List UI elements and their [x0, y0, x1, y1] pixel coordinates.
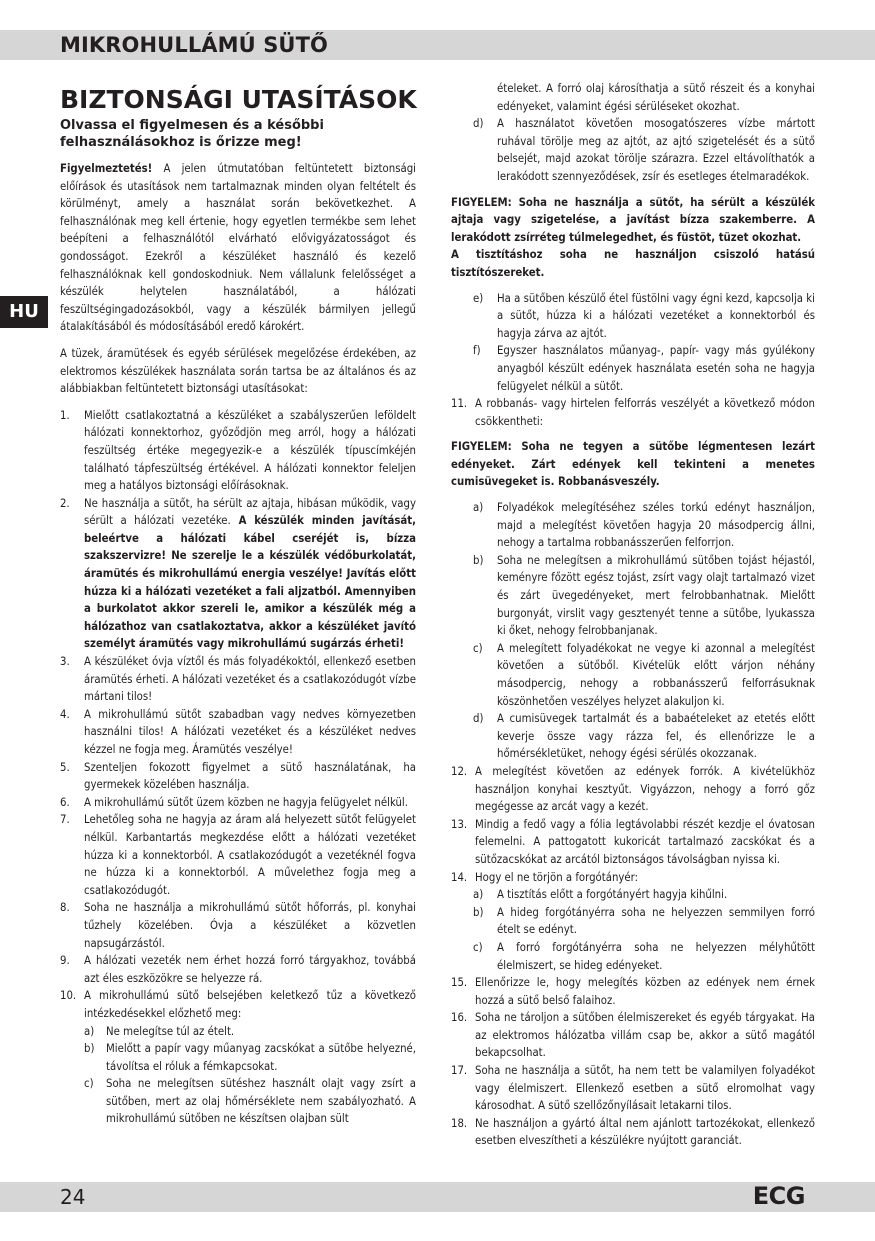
list-item: 10. A mikrohullámú sütő belsejében keletkező tűz a következő intézkedésekkel előzhető meg: — [60, 989, 416, 1020]
section-title: BIZTONSÁGI UTASÍTÁSOK — [60, 85, 417, 114]
sub-list-item: a) Folyadékok melegítéséhez széles torkú edényt használjon, majd a melegítést követően hagyja 20 másodpercig állni, nehogy a tartalma robbanásszerűen felforrjon. — [473, 501, 815, 550]
sub-list-item: d) A cumisüvegek tartalmát és a babaételeket az etetés előtt keverje össze vagy rázza fel, és ellenőrizze le a hőmérsékletüket, nehogy égési sérülés okozzanak. — [473, 712, 815, 761]
warning-label: Figyelmeztetés! — [60, 162, 153, 175]
sub-list-item: c) Soha ne melegítsen sütéshez használt olajt vagy zsírt a sütőben, mert az olaj hőmérséklete nem szabályozható. A mikrohullámú sütőben ne készítsen olajban sült — [84, 1077, 416, 1126]
warning-text: A jelen útmutatóban feltüntetett biztonsági előírások és utasítások nem tartalmaznak minden olyan feltételt és körülményt, amely a használat során bekövetkezhet. A felhasználónak meg kell értenie, hogy egyetlen termékbe sem lehet beépíteni a felhasználótól elvárható elővigyázatosságot és gondosságot. Ezekről a készüléket használó és kezelő felhasználóknak kell gondoskodniuk. Nem vállalunk felelősséget a készülék helytelen használatából, a hálózati feszültségingadozásokból, vagy a készülék bármilyen jellegű átalakításából és módosításából eredő károkért. — [60, 162, 416, 334]
language-tab: HU — [0, 296, 48, 328]
list-item: 18. Ne használjon a gyártó által nem ajánlott tartozékokat, ellenkező esetben elveszítheti a készülékre nyújtott garanciát. — [451, 1116, 815, 1148]
list-item: 13. Mindig a fedő vagy a fólia legtávolabbi részét kezdje el óvatosan felemelni. A pattogatott kukoricát tartalmazó zacskókat és a sütőzacskókat az arcától biztonságos távolságban nyissa ki. — [451, 817, 815, 866]
list-item: 7. Lehetőleg soha ne hagyja az áram alá helyezett sütőt felügyelet nélkül. Karbantartás megkezdése előtt a hálózati vezetéket húzza ki a konnektorból. A csatlakozódugót a vezetéknél fogva ne húzza ki a konnektorból. A művelethez fogja meg a csatlakozódugót. — [60, 813, 416, 897]
list-item: 12. A melegítést követően az edények forrók. A kivételükhöz használjon konyhai kesztyűt. Vigyázzon, nehogy a forró gőz megégesse az arcát vagy a kezét. — [451, 764, 815, 814]
sub-list-item: e) Ha a sütőben készülő étel füstölni vagy égni kezd, kapcsolja ki a sütőt, húzza ki a hálózati vezetéket a konnektorból és hagyja zárva az ajtót. — [473, 291, 815, 340]
list-item: 6. A mikrohullámú sütőt üzem közben ne hagyja felügyelet nélkül. — [60, 795, 408, 809]
list-item: 17. Soha ne használja a sütőt, ha nem tett be valamilyen folyadékot vagy élelmiszert. Ellenkező esetben a sütő elromolhat vagy károsodhat. A sütő szellőzőnyílásait letakarni tilos. — [451, 1064, 815, 1113]
brand-logo: ECG — [752, 1182, 805, 1210]
list-item: 1. Mielőtt csatlakoztatná a készüléket a szabályszerűen leföldelt hálózati konnektorhoz, győződjön meg arról, hogy a hálózati feszültség értéke megegyezik-e a készülék típuscímkéjén található tápfeszültség értékével. A hálózati konnektor feleljen meg a hatályos biztonsági előírásoknak. — [60, 408, 416, 493]
caution-notice: FIGYELEM: Soha ne használja a sütőt, ha sérült a készülék ajtaja vagy szigetelése, a javítást bízza szakemberre. A lerakódott zsírréteg túlmelegedhet, és füstöt, tüzet okozhat. A tisztításhoz soha ne használjon csiszoló hatású tisztítószereket. — [451, 195, 815, 279]
list-item: 4. A mikrohullámú sütőt szabadban vagy nedves környezetben használni tilos! A hálózati vezetéket és a készüléket nedves kézzel ne fogja meg. Áramütés veszélye! — [60, 707, 416, 756]
sub-list-item: b) Mielőtt a papír vagy műanyag zacskókat a sütőbe helyezné, távolítsa el róluk a fémkapcsokat. — [84, 1042, 416, 1073]
document-title: MIKROHULLÁMÚ SÜTŐ — [60, 33, 328, 57]
intro-paragraph: A tüzek, áramütések és egyéb sérülések megelőzése érdekében, az elektromos készülékek használata során tartsa be az általános és az alábbiakban feltüntetett biztonsági utasításokat: — [60, 346, 416, 396]
right-column — [451, 80, 815, 1150]
sub-list-item: b) Soha ne melegítsen a mikrohullámú sütőben tojást héjastól, keményre főzött egész tojást, zsírt vagy olajt tartalmazó vizet és zárt üvegedényeket, mert felrobbanhatnak. Mielőtt burgonyát, virslit vagy gesztenyét tenne a sütőbe, lyukassza ki őket, nehogy felrobbanjanak. — [473, 553, 815, 638]
list-item: 8. Soha ne használja a mikrohullámú sütőt hőforrás, pl. konyhai tűzhely közelében. Óvja a készüléket a közvetlen napsugárzástól. — [60, 901, 416, 950]
warning-paragraph — [60, 160, 416, 336]
sub-list-item: d) A használatot követően mosogatószeres vízbe mártott ruhával törölje meg az ajtót, az ajtó szigetelését és a sütő belsejét, majd azokat törölje szárazra. Ezzel eltávolíthatók a lerakódott szennyeződések, zsír és esetleges ételmaradékok. — [473, 117, 815, 183]
list-item: 2. Ne használja a sütőt, ha sérült az ajtaja, hibásan működik, vagy sérült a hálózati vezetéke. A készülék minden javítását, beleértve a hálózati kábel cseréjét is, bízza szakszervizre! Ne szerelje le a készülék védőburkolatát, áramütés és mikrohullámú energia veszélye! Javítás előtt húzza ki a hálózati vezetéket a fali aljzatból. Amennyiben a burkolatot akkor szereli le, amikor a készülék még a hálózathoz van csatlakoztatva, akkor a készüléket javító személyt áramütés vagy mikrohullámú sugárzás érheti! — [60, 496, 416, 651]
list-item: 15. Ellenőrizze le, hogy melegítés közben az edények nem érnek hozzá a sütő belső falaihoz. — [451, 976, 815, 1007]
sub-list-item: c) A melegített folyadékokat ne vegye ki azonnal a melegítést követően a sütőből. Kivételük előtt várjon néhány másodpercig, nehogy a robbanásszerű felforrásuknak köszönhetően veszélyes helyzet alakuljon ki. — [473, 641, 815, 708]
header-bar — [0, 30, 875, 60]
list-item: 9. A hálózati vezeték nem érhet hozzá forró tárgyakhoz, továbbá azt éles eszközökre se helyezze rá. — [60, 954, 416, 985]
sub-list-item-continued: ételeket. A forró olaj károsíthatja a sütő részeit és a konyhai edényeket, valamint égési sérüléseket okozhat. — [497, 82, 815, 113]
list-item: 14. Hogy el ne törjön a forgótányér: — [451, 870, 639, 884]
list-item: 3. A készüléket óvja víztől és más folyadékoktól, ellenkező esetben áramütés érheti. A hálózati vezetéket és a csatlakozódugót vízbe mártani tilos! — [60, 655, 416, 704]
list-item: 11. A robbanás- vagy hirtelen felforrás veszélyét a következő módon csökkentheti: — [451, 397, 815, 428]
left-column — [60, 83, 416, 1128]
sub-list-item: b) A hideg forgótányérra soha ne helyezzen semmilyen forró ételt se edényt. — [473, 905, 815, 937]
sub-list-item: f) Egyszer használatos műanyag-, papír- vagy más gyúlékony anyagból készült edények használata esetén soha ne hagyja felügyelet nélkül a sütőt. — [473, 344, 815, 393]
sub-list-item: a) Ne melegítse túl az ételt. — [84, 1024, 235, 1038]
sub-list-item: c) A forró forgótányérra soha ne helyezzen mélyhűtött élelmiszert, se hideg edényeket. — [473, 940, 815, 972]
page-number: 24 — [60, 1185, 86, 1209]
caution-notice: FIGYELEM: Soha ne tegyen a sütőbe légmentesen lezárt edényeket. Zárt edények kell tekinteni a menetes cumisüvegeket is. Robbanásveszély. — [451, 440, 815, 489]
section-subtitle: Olvassa el figyelmesen és a későbbi felhasználásokhoz is őrizze meg! — [60, 118, 324, 150]
instruction-list — [60, 407, 416, 1128]
sub-list-item: a) A tisztítás előtt a forgótányért hagyja kihűlni. — [473, 888, 728, 902]
list-item: 16. Soha ne tároljon a sütőben élelmiszereket és egyéb tárgyakat. Ha az elektromos hálózatba villám csap be, akkor a sütő magától bekapcsolhat. — [451, 1011, 815, 1060]
footer-bar — [0, 1182, 875, 1212]
list-item: 5. Szenteljen fokozott figyelmet a sütő használatának, ha gyermekek közelében használja. — [60, 760, 416, 792]
